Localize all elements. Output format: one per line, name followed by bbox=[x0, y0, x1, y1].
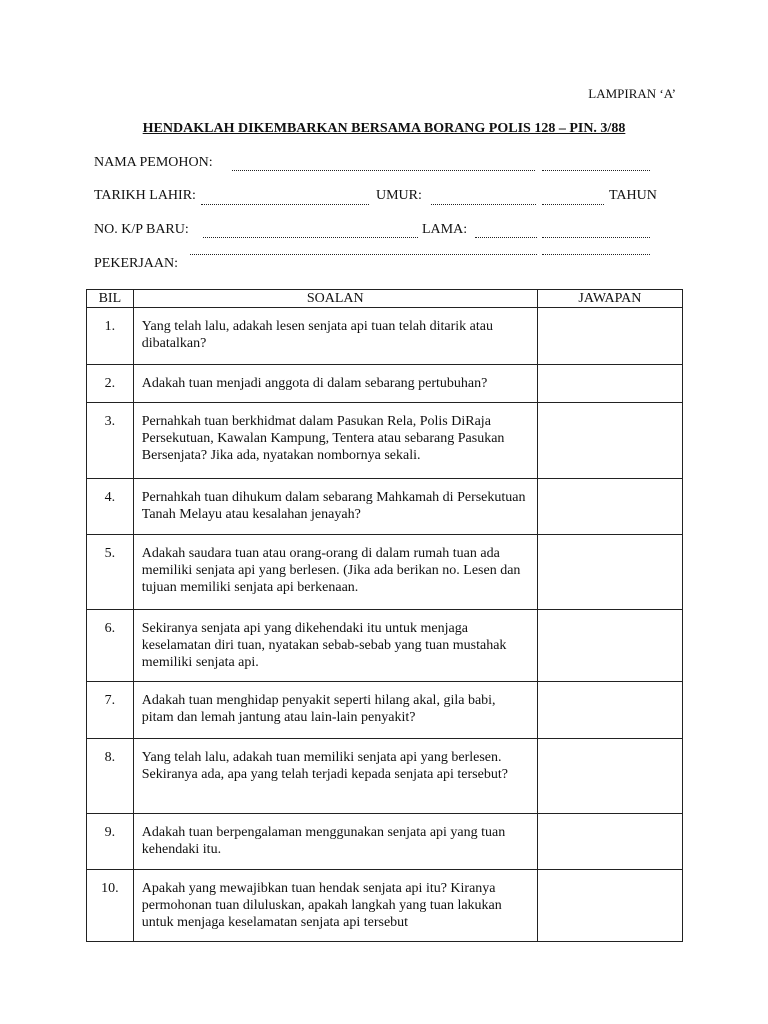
row-number: 6. bbox=[87, 610, 134, 682]
umur-label: UMUR: bbox=[376, 188, 422, 203]
table-row bbox=[87, 479, 683, 535]
question-text: Adakah saudara tuan atau orang-orang di dalam rumah tuan ada memiliki senjata api yang berlesen. (Jika ada berikan no. Lesen dan tujuan memiliki senjata api berkenaan. bbox=[133, 535, 537, 610]
row-number: 1. bbox=[87, 308, 134, 365]
answer-cell[interactable] bbox=[537, 535, 682, 610]
answer-cell[interactable] bbox=[537, 814, 682, 870]
answer-cell[interactable] bbox=[537, 365, 682, 403]
table-row bbox=[87, 870, 683, 942]
answer-cell[interactable] bbox=[537, 870, 682, 942]
answer-cell[interactable] bbox=[537, 739, 682, 814]
table-header-row bbox=[87, 290, 683, 308]
column-header-soalan: SOALAN bbox=[133, 290, 537, 308]
nama-pemohon-label: NAMA PEMOHON: bbox=[94, 155, 213, 170]
tahun-label: TAHUN bbox=[609, 188, 657, 203]
row-number: 5. bbox=[87, 535, 134, 610]
pekerjaan-field-2[interactable] bbox=[542, 254, 650, 255]
row-number: 8. bbox=[87, 739, 134, 814]
nama-pemohon-field[interactable] bbox=[232, 170, 535, 171]
table-row bbox=[87, 308, 683, 365]
table-row bbox=[87, 403, 683, 479]
question-table bbox=[86, 289, 683, 942]
table-row bbox=[87, 610, 683, 682]
row-number: 4. bbox=[87, 479, 134, 535]
lama-field[interactable] bbox=[475, 237, 537, 238]
answer-cell[interactable] bbox=[537, 308, 682, 365]
tarikh-lahir-label: TARIKH LAHIR: bbox=[94, 188, 196, 203]
answer-cell[interactable] bbox=[537, 682, 682, 739]
form-heading: HENDAKLAH DIKEMBARKAN BERSAMA BORANG POLIS 128 – PIN. 3/88 bbox=[142, 121, 626, 136]
table-row bbox=[87, 814, 683, 870]
row-number: 10. bbox=[87, 870, 134, 942]
no-kp-baru-field[interactable] bbox=[203, 237, 418, 238]
appendix-label: LAMPIRAN ‘A’ bbox=[588, 86, 676, 101]
column-header-jawapan: JAWAPAN bbox=[537, 290, 682, 308]
question-text: Sekiranya senjata api yang dikehendaki itu untuk menjaga keselamatan diri tuan, nyatakan sebab-sebab yang tuan mustahak memiliki senjata api. bbox=[133, 610, 537, 682]
table-row bbox=[87, 535, 683, 610]
question-text: Pernahkah tuan berkhidmat dalam Pasukan Rela, Polis DiRaja Persekutuan, Kawalan Kampung, Tentera atau sebarang Pasukan Bersenjata? Jika ada, nyatakan nombornya sekali. bbox=[133, 403, 537, 479]
row-number: 9. bbox=[87, 814, 134, 870]
pekerjaan-label: PEKERJAAN: bbox=[94, 256, 179, 271]
answer-cell[interactable] bbox=[537, 479, 682, 535]
question-text: Adakah tuan menghidap penyakit seperti hilang akal, gila babi, pitam dan lemah jantung atau lain-lain penyakit? bbox=[133, 682, 537, 739]
question-text: Apakah yang mewajibkan tuan hendak senjata api itu? Kiranya permohonan tuan diluluskan, apakah langkah yang tuan lakukan untuk menjaga keselamatan senjata api tersebut bbox=[133, 870, 537, 942]
umur-field-2[interactable] bbox=[542, 204, 604, 205]
pekerjaan-field[interactable] bbox=[190, 254, 537, 255]
question-text: Yang telah lalu, adakah lesen senjata api tuan telah ditarik atau dibatalkan? bbox=[133, 308, 537, 365]
lama-label: LAMA: bbox=[422, 222, 468, 237]
row-number: 2. bbox=[87, 365, 134, 403]
answer-cell[interactable] bbox=[537, 403, 682, 479]
question-text: Yang telah lalu, adakah tuan memiliki senjata api yang berlesen. Sekiranya ada, apa yang telah terjadi kepada senjata api tersebut? bbox=[133, 739, 537, 814]
nama-pemohon-field-2[interactable] bbox=[542, 170, 650, 171]
table-row bbox=[87, 739, 683, 814]
question-text: Adakah tuan menjadi anggota di dalam sebarang pertubuhan? bbox=[133, 365, 537, 403]
table-row bbox=[87, 365, 683, 403]
umur-field[interactable] bbox=[431, 204, 536, 205]
table-row bbox=[87, 682, 683, 739]
row-number: 7. bbox=[87, 682, 134, 739]
lama-field-2[interactable] bbox=[542, 237, 650, 238]
no-kp-baru-label: NO. K/P BARU: bbox=[94, 222, 189, 237]
answer-cell[interactable] bbox=[537, 610, 682, 682]
row-number: 3. bbox=[87, 403, 134, 479]
tarikh-lahir-field[interactable] bbox=[201, 204, 369, 205]
question-text: Pernahkah tuan dihukum dalam sebarang Mahkamah di Persekutuan Tanah Melayu atau kesalahan jenayah? bbox=[133, 479, 537, 535]
question-text: Adakah tuan berpengalaman menggunakan senjata api yang tuan kehendaki itu. bbox=[133, 814, 537, 870]
column-header-bil: BIL bbox=[87, 290, 134, 308]
